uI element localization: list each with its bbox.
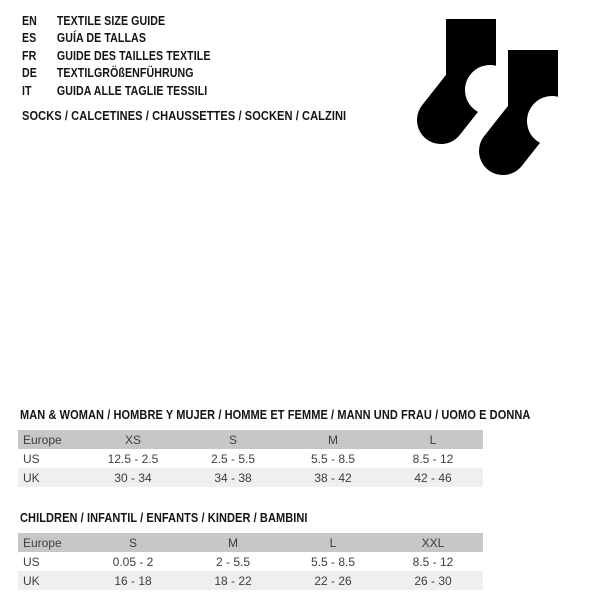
- table-header-row: [18, 533, 483, 552]
- sock-icon: [441, 19, 515, 120]
- table-row: [18, 552, 483, 571]
- size-cell: 0.05 - 2: [112, 554, 154, 569]
- language-row: [22, 65, 211, 82]
- column-header: S: [128, 535, 137, 550]
- language-row: [22, 13, 211, 30]
- size-table: [18, 512, 483, 590]
- size-cell: 30 - 34: [114, 470, 152, 485]
- size-cell: 18 - 22: [214, 573, 252, 588]
- region-cell: UK: [23, 470, 40, 485]
- language-code: ES: [22, 31, 37, 46]
- column-header: Europe: [23, 535, 62, 550]
- language-row: [22, 30, 211, 47]
- language-list: [22, 13, 211, 100]
- language-label: GUÍA DE TALLAS: [56, 31, 146, 46]
- language-row: [22, 48, 211, 65]
- size-cell: 8.5 - 12: [412, 451, 454, 466]
- size-cell: 12.5 - 2.5: [107, 451, 159, 466]
- size-cell: 42 - 46: [414, 470, 452, 485]
- language-label: TEXTILGRÖßENFÜHRUNG: [56, 66, 194, 81]
- size-cell: 22 - 26: [314, 573, 352, 588]
- column-header: S: [228, 432, 237, 447]
- region-cell: US: [23, 451, 40, 466]
- region-cell: US: [23, 554, 40, 569]
- language-code: FR: [22, 48, 37, 63]
- language-label: TEXTILE SIZE GUIDE: [56, 14, 166, 28]
- size-cell: 8.5 - 12: [412, 554, 454, 569]
- size-table: [18, 408, 531, 487]
- table-row: [18, 571, 483, 590]
- language-code: IT: [22, 83, 32, 98]
- table-row: [18, 468, 483, 487]
- language-code: EN: [22, 14, 37, 28]
- table-title: CHILDREN / INFANTIL / ENFANTS / KINDER / BAMBINI: [20, 511, 308, 525]
- column-header: XS: [124, 432, 141, 447]
- column-header: M: [328, 432, 338, 447]
- size-cell: 2.5 - 5.5: [210, 451, 256, 466]
- language-row: [22, 83, 211, 100]
- sock-heel-cutout: [527, 96, 577, 146]
- column-header: Europe: [23, 432, 62, 447]
- size-tables: [18, 408, 531, 590]
- size-cell: 16 - 18: [114, 573, 152, 588]
- size-cell: 34 - 38: [214, 470, 252, 485]
- size-cell: 38 - 42: [314, 470, 352, 485]
- size-cell: 2 - 5.5: [215, 554, 251, 569]
- size-cell: 5.5 - 8.5: [310, 554, 356, 569]
- column-header: XXL: [421, 535, 445, 550]
- column-header: L: [329, 535, 337, 550]
- category-title: SOCKS / CALCETINES / CHAUSSETTES / SOCKEN / CALZINI: [22, 108, 347, 123]
- language-code: DE: [22, 66, 37, 81]
- table-header-row: [18, 430, 483, 449]
- sock-icon: [503, 50, 577, 151]
- socks-icon: [400, 0, 585, 190]
- table-row: [18, 449, 483, 468]
- size-cell: 5.5 - 8.5: [310, 451, 356, 466]
- column-header: M: [228, 535, 238, 550]
- language-label: GUIDA ALLE TAGLIE TESSILI: [56, 83, 208, 98]
- size-cell: 26 - 30: [414, 573, 452, 588]
- column-header: L: [429, 432, 437, 447]
- language-label: GUIDE DES TAILLES TEXTILE: [56, 48, 211, 63]
- region-cell: UK: [23, 573, 40, 588]
- table-title: MAN & WOMAN / HOMBRE Y MUJER / HOMME ET FEMME / MANN UND FRAU / UOMO E DONNA: [20, 408, 531, 422]
